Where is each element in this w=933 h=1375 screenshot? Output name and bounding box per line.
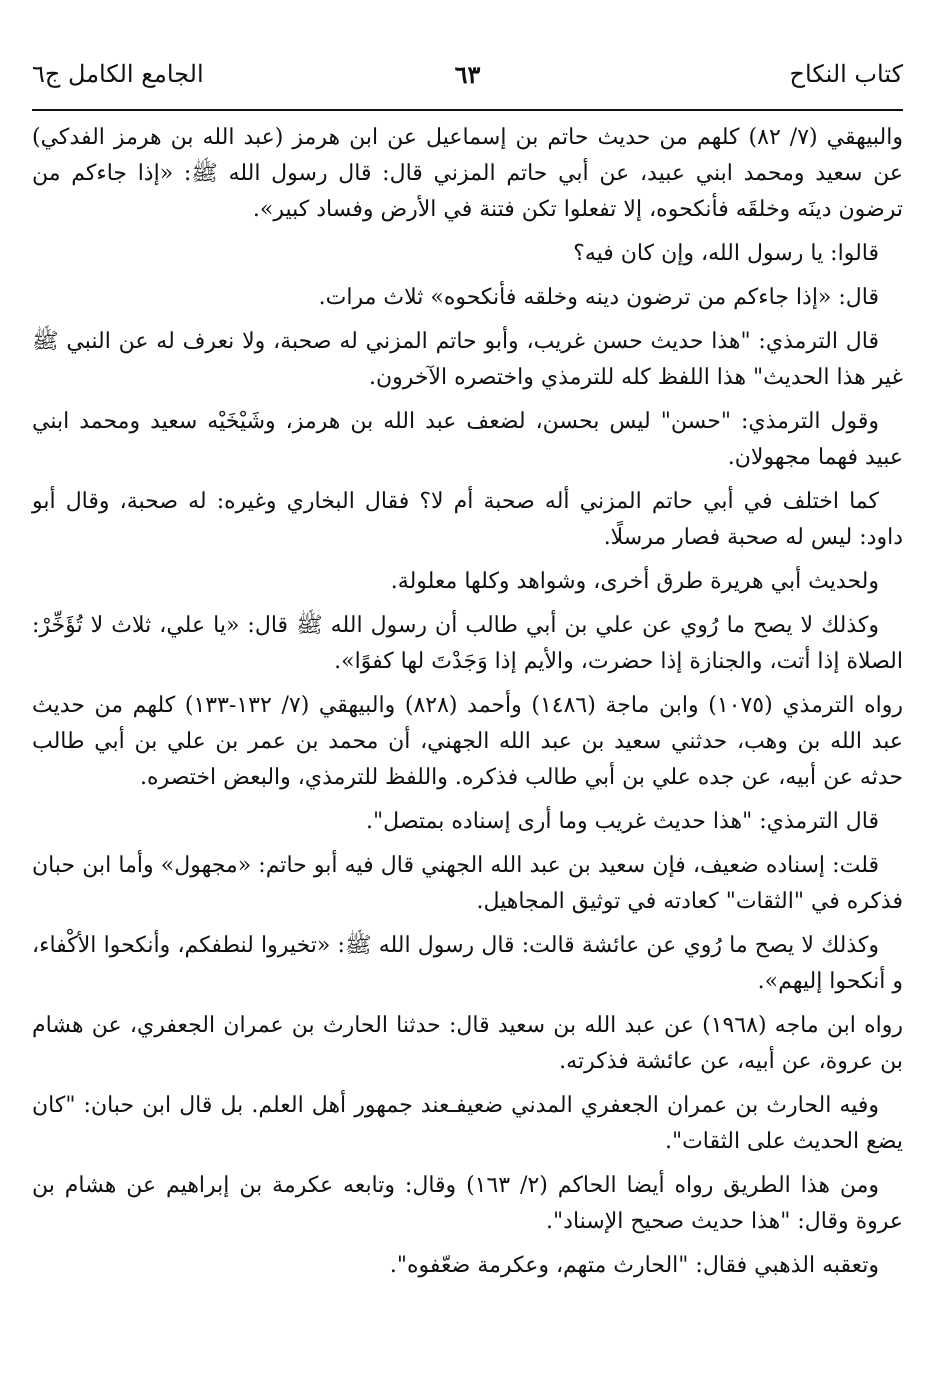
paragraph: وتعقبه الذهبي فقال: "الحارث متهم، وعكرمة ضعّفوه". (389, 1253, 879, 1278)
paragraph: وفيه الحارث بن عمران الجعفري المدني ضعيفـعند جمهور أهل العلم. بل قال ابن حبان: "كان يضع الحديث على الثقات". (32, 1093, 903, 1154)
paragraph: وقول الترمذي: "حسن" ليس بحسن، لضعف عبد الله بن هرمز، وشَيْخَيْه سعيد ومحمد ابني عبيد فهما مجهولان. (32, 409, 903, 470)
paragraph: وكذلك لا يصح ما رُوي عن عائشة قالت: قال رسول الله ﷺ: «تخيروا لنطفكم، وأنكحوا الأكْفاء، و أنكحوا إليهم». (32, 933, 903, 994)
book-title: الجامع الكامل ج٦ (32, 60, 204, 88)
paragraph: قالوا: يا رسول الله، وإن كان فيه؟ (573, 241, 879, 266)
page-header (32, 52, 903, 96)
paragraph: رواه الترمذي (١٠٧٥) وابن ماجة (١٤٨٦) وأحمد (٨٢٨) والبيهقي (٧/ ١٣٢-١٣٣) كلهم من حديث عبد الله بن وهب، حدثني سعيد بن عبد الله الجهني، أن محمد بن عمر بن علي بن أبي طالب حدثه عن أبيه، عن جده علي بن أبي طالب فذكره. واللفظ للترمذي، والبعض اختصره. (32, 693, 903, 790)
paragraph: قال: «إذا جاءكم من ترضون دينه وخلقه فأنكحوه» ثلاث مرات. (318, 285, 879, 310)
header-divider (32, 109, 903, 111)
paragraph: قلت: إسناده ضعيف، فإن سعيد بن عبد الله الجهني قال فيه أبو حاتم: «مجهول» وأما ابن حبان فذكره في "الثقات" كعادته في توثيق المجاهيل. (32, 853, 903, 914)
paragraph: رواه ابن ماجه (١٩٦٨) عن عبد الله بن سعيد قال: حدثنا الحارث بن عمران الجعفري، عن هشام بن عروة، عن أبيه، عن عائشة فذكرته. (32, 1013, 903, 1074)
chapter-title: كتاب النكاح (789, 60, 903, 88)
page-number: ٦٣ (454, 59, 481, 89)
paragraph: قال الترمذي: "هذا حديث حسن غريب، وأبو حاتم المزني له صحبة، ولا نعرف له عن النبي ﷺ غير هذا الحديث" هذا اللفظ كله للترمذي واختصره الآخرون. (32, 329, 903, 390)
paragraph: وكذلك لا يصح ما رُوي عن علي بن أبي طالب أن رسول الله ﷺ قال: «يا علي، ثلاث لا تُؤَخِّرْ: الصلاة إذا أتت، والجنازة إذا حضرت، والأيم إذا وَجَدْتَ لها كفوًا». (32, 613, 903, 674)
paragraph: ومن هذا الطريق رواه أيضا الحاكم (٢/ ١٦٣) وقال: وتابعه عكرمة بن إبراهيم عن هشام بن عروة وقال: "هذا حديث صحيح الإسناد". (32, 1173, 903, 1234)
paragraph: والبيهقي (٧/ ٨٢) كلهم من حديث حاتم بن إسماعيل عن ابن هرمز (عبد الله بن هرمز الفدكي) عن سعيد ومحمد ابني عبيد، عن أبي حاتم المزني قال: قال رسول الله ﷺ: «إذا جاءكم من ترضون دينَه وخلقَه فأنكحوه، إلا تفعلوا تكن فتنة في الأرض وفساد كبير». (32, 125, 903, 222)
paragraph: كما اختلف في أبي حاتم المزني أله صحبة أم لا؟ فقال البخاري وغيره: له صحبة، وقال أبو داود: ليس له صحبة فصار مرسلًا. (32, 489, 903, 550)
page-body (32, 120, 903, 1292)
paragraph: قال الترمذي: "هذا حديث غريب وما أرى إسناده بمتصل". (366, 809, 879, 834)
paragraph: ولحديث أبي هريرة طرق أخرى، وشواهد وكلها معلولة. (390, 569, 879, 594)
